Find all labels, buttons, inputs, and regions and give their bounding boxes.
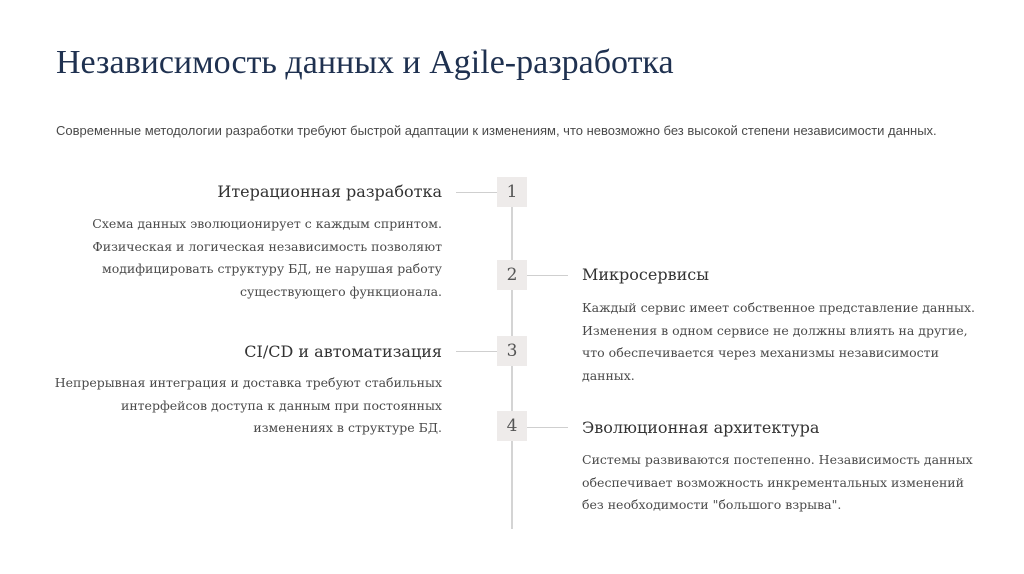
- timeline-item-title-1: Итерационная разработка: [217, 182, 442, 201]
- timeline-item-text-3: Непрерывная интеграция и доставка требуют стабильных интерфейсов доступа к данным при постоянных изменениях в структуре БД.: [54, 375, 442, 435]
- timeline-connector-3: [456, 351, 497, 352]
- slide-title: Независимость данных и Agile-разработка: [56, 44, 674, 81]
- timeline-item-text-1: Схема данных эволюционирует с каждым спринтом. Физическая и логическая независимость позволяют модифицировать структуру БД, не нарушая работу существующего функционала.: [92, 216, 442, 299]
- timeline-marker-1: 1: [497, 177, 527, 207]
- timeline-item-title-4: Эволюционная архитектура: [582, 418, 820, 437]
- timeline-connector-1: [456, 192, 497, 193]
- timeline-item-text-4: Системы развиваются постепенно. Независимость данных обеспечивает возможность инкрементальных изменений без необходимости "большого взрыва".: [582, 452, 973, 512]
- timeline-item-title-3: CI/CD и автоматизация: [244, 342, 442, 361]
- timeline-connector-4: [527, 427, 568, 428]
- timeline-marker-3: 3: [497, 336, 527, 366]
- timeline-marker-2: 2: [497, 260, 527, 290]
- timeline-item-text-2: Каждый сервис имеет собственное представление данных. Изменения в одном сервисе не должны влиять на другие, что обеспечивается через механизмы независимости данных.: [582, 300, 976, 383]
- intro-text: Современные методологии разработки требуют быстрой адаптации к изменениям, что невозможно без высокой степени независимости данных.: [56, 123, 937, 138]
- timeline-item-title-2: Микросервисы: [582, 265, 709, 284]
- timeline-connector-2: [527, 275, 568, 276]
- timeline-marker-4: 4: [497, 411, 527, 441]
